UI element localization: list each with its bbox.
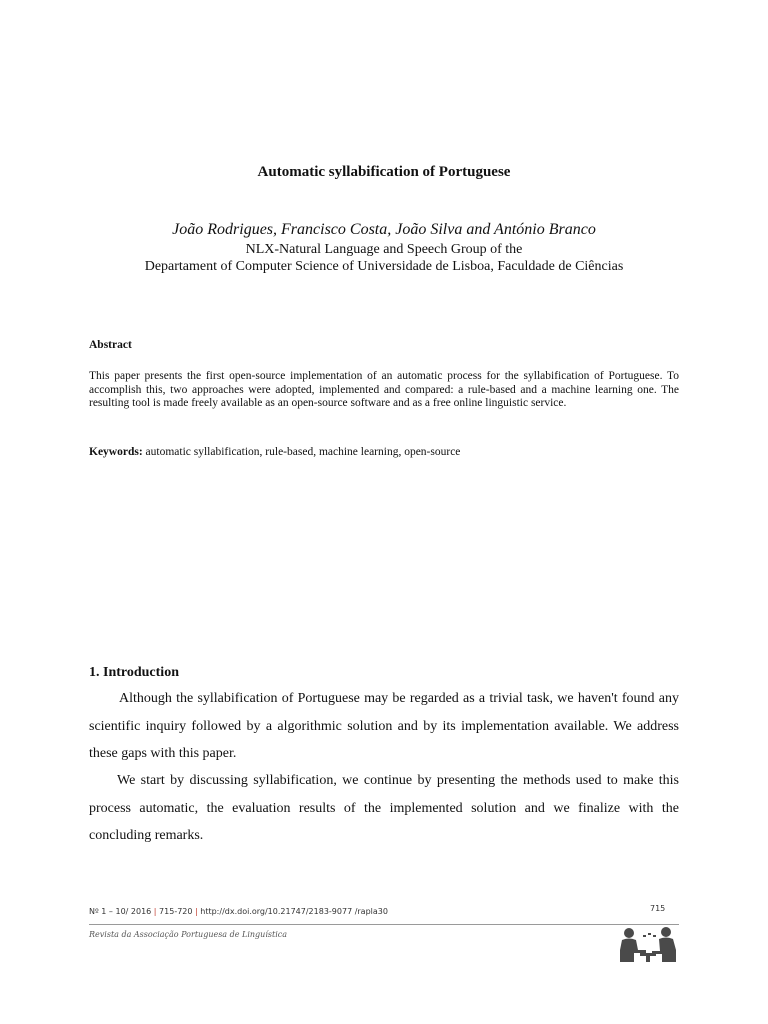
abstract-heading: Abstract xyxy=(89,339,132,351)
page-number: 715 xyxy=(650,904,666,913)
keywords-line xyxy=(89,446,679,458)
footer-separator-1: | xyxy=(153,907,157,916)
abstract-text: This paper presents the first open-source implementation of an automatic process for the syllabification of Portuguese. To accomplish this, two approaches were adopted, implemented and compared: a rule-based and a machine learning one. The resulting tool is made freely available as an open-source software and as a free online linguistic service. xyxy=(89,370,679,409)
paper-authors: João Rodrigues, Francisco Costa, João Silva and António Branco xyxy=(172,221,596,238)
footer-separator-2: | xyxy=(195,907,198,916)
footer-pages: 715-720 xyxy=(156,907,196,916)
section-heading-introduction: 1. Introduction xyxy=(89,665,179,680)
footer-issue: Nº 1 – 10/ 2016 xyxy=(89,907,154,916)
affiliation-line-1: NLX-Natural Language and Speech Group of the xyxy=(245,242,523,257)
introduction-paragraph-2: We start by discussing syllabification, we continue by presenting the methods used to make this process automatic, the evaluation results of the implemented solution and we finalize with the concluding remarks. xyxy=(89,773,679,843)
introduction-paragraph-1: Although the syllabification of Portuguese may be regarded as a trivial task, we haven't found any scientific inquiry followed by a algorithmic solution and by its implementation available. We address these gaps with this paper. xyxy=(89,691,679,761)
keywords-list: automatic syllabification, rule-based, machine learning, open-source xyxy=(142,446,461,458)
paper-title: Automatic syllabification of Portuguese xyxy=(257,164,511,180)
two-people-talking-icon xyxy=(616,926,680,962)
footer-citation xyxy=(89,907,388,916)
keywords-label: Keywords: xyxy=(89,446,143,458)
footer-divider xyxy=(89,924,679,925)
affiliation-line-2: Departament of Computer Science of Universidade de Lisboa, Faculdade de Ciências xyxy=(144,259,624,274)
journal-name: Revista da Associação Portuguesa de Linguística xyxy=(89,930,287,939)
footer-doi: http://dx.doi.org/10.21747/2183-9077 /rapla30 xyxy=(197,907,388,916)
